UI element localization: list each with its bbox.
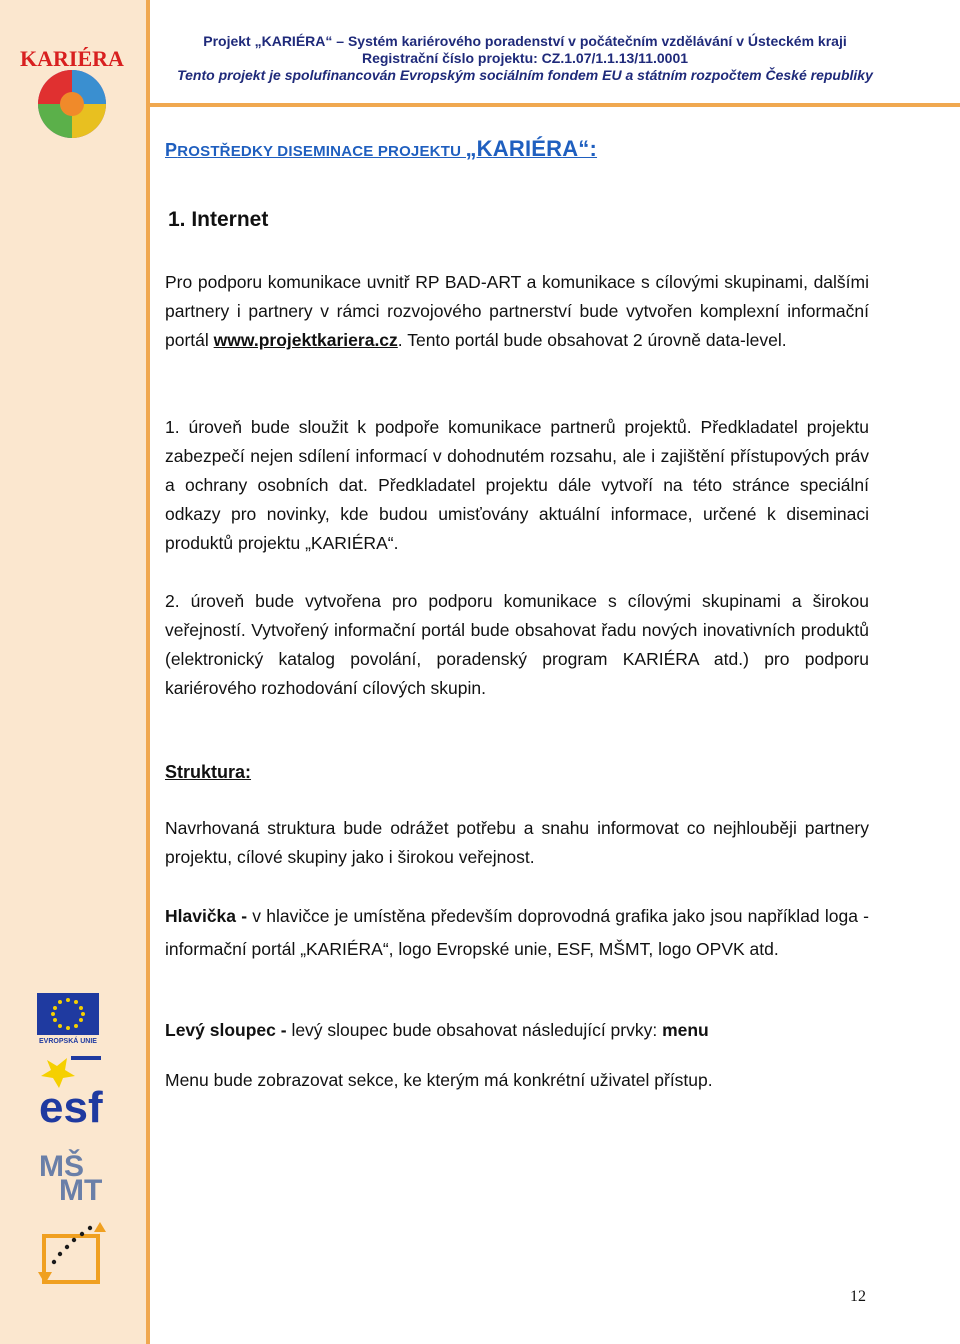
internet-p1-text-end: . Tento portál bude obsahovat 2 úrovně data-level. — [397, 330, 787, 350]
levy-menu: menu — [662, 1020, 709, 1040]
hlavicka-paragraph — [165, 900, 869, 966]
internet-paragraph-1 — [165, 268, 869, 355]
levy-sloupec-paragraph — [165, 1016, 869, 1045]
page-header — [160, 33, 890, 84]
sidebar-band — [0, 0, 150, 1344]
eu-flag-logo — [37, 993, 99, 1045]
section-title-initial: P — [165, 140, 178, 160]
kariera-logo — [14, 42, 130, 140]
portal-link[interactable]: www.projektkariera.cz — [213, 330, 398, 350]
header-divider — [148, 103, 960, 107]
eu-logo-text: EVROPSKÁ UNIE — [39, 1038, 97, 1045]
struktura-heading: Struktura: — [165, 762, 252, 782]
internet-p1-text: Pro podporu komunikace uvnitř RP BAD-ART a komunikace s cílovými skupinami, dalšími partnery i partnery v rámci rozvojového partnerství bude vytvořen komplexní informační portál — [165, 272, 869, 350]
header-registration: Registrační číslo projektu: CZ.1.07/1.1.13/11.0001 — [361, 50, 689, 66]
menu-paragraph: Menu bude zobrazovat sekce, ke kterým má konkrétní uživatel přístup. — [165, 1070, 713, 1090]
section-title-rest: ROSTŘEDKY DISEMINACE PROJEKTU — [177, 143, 466, 160]
hlavicka-label: Hlavička - — [165, 906, 248, 926]
header-project-title: Projekt „KARIÉRA“ – Systém kariérového poradenství v počátečním vzdělávání v Ústeckém kraji — [203, 33, 847, 49]
struktura-paragraph: Navrhovaná struktura bude odrážet potřebu a snahu informovat co nejhlouběji partnery projektu, cílové skupiny jako i širokou veřejnost. — [165, 818, 869, 867]
internet-heading: 1. Internet — [168, 208, 269, 231]
msmt-logo — [37, 1146, 117, 1202]
levy-text: levý sloupec bude obsahovat následující prvky: — [286, 1020, 663, 1040]
internet-paragraph-3: 2. úroveň bude vytvořena pro podporu komunikace s cílovými skupinami a širokou veřejností. Vytvořený informační portál bude obsahovat řadu nových inovativních produktů (elektronický katalog povolání, poradenský program KARIÉRA atd.) pro podporu kariérového rozhodování cílových skupin. — [165, 591, 869, 698]
hlavicka-text: v hlavičce je umístěna především doprovodná grafika jako jsou například loga - informační portál „KARIÉRA“, logo Evropské unie, ESF, MŠMT, logo OPVK atd. — [165, 906, 869, 959]
sidebar-divider — [146, 0, 150, 1344]
esf-logo-text: esf — [39, 1083, 103, 1126]
msmt-logo-text-2: MT — [59, 1174, 103, 1202]
section-title-kariera: „KARIÉRA“: — [465, 136, 598, 161]
msmt-logo-text-1: MŠ — [39, 1150, 84, 1183]
header-funding-note: Tento projekt je spolufinancován Evropským sociálním fondem EU a státním rozpočtem České republiky — [177, 67, 873, 83]
esf-logo — [37, 1052, 119, 1126]
page-number: 12 — [850, 1288, 866, 1305]
opvk-logo — [38, 1222, 110, 1290]
section-title — [165, 136, 597, 162]
levy-label: Levý sloupec - — [165, 1020, 287, 1040]
internet-paragraph-2: 1. úroveň bude sloužit k podpoře komunikace partnerů projektů. Předkladatel projektu zabezpečí nejen sdílení informací v dohodnutém rozsahu, ale i zajištění přístupových práv a ochrany osobních dat. Předkladatel projektu dále vytvoří na této stránce speciální odkazy pro novinky, kde budou umisťovány aktuální informace, určené k diseminaci produktů projektu „KARIÉRA“. — [165, 417, 869, 553]
kariera-logo-text: KARIÉRA — [20, 46, 124, 71]
